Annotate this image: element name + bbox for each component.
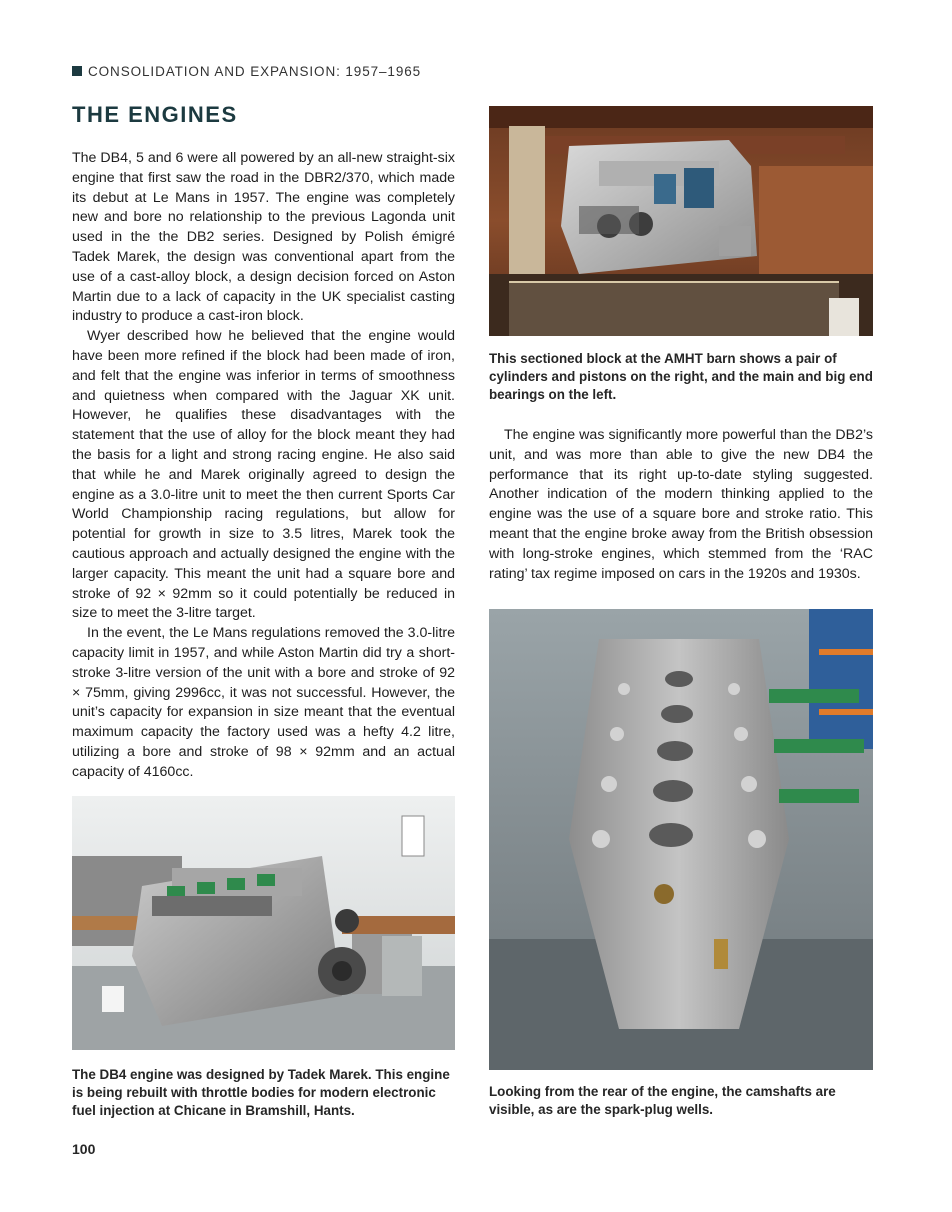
caption-workshop-engine: The DB4 engine was designed by Tadek Marek. This engine is being rebuilt with throttle bodies for modern electronic fuel injection at Chicane in Bramshill, Hants. bbox=[72, 1067, 450, 1118]
paragraph: Wyer described how he believed that the engine would have been more refined if the block had been made of iron, and felt that the engine was inferior in terms of smoothness and quietness when compared with the Jaguar XK unit. However, he qualifies these disadvantages with the statement that the use of alloy for the block meant they had the basis for a light and strong racing engine. He also said that while he and Marek originally agreed to design the engine as a 3.0-litre unit to meet the then current Sports Car World Championship racing regulations, but allow for potential for growth in size to 3.5 litres, Marek took the cautious approach and actually designed the engine with the larger capacity. This meant the unit had a square bore and stroke of 92 × 92mm so it could potentially be reduced in size to meet the 3-litre target. bbox=[72, 328, 455, 622]
photo-workshop-engine bbox=[72, 796, 455, 1050]
photo-sectioned-block bbox=[489, 106, 873, 336]
left-column-text bbox=[72, 149, 455, 783]
section-title: THE ENGINES bbox=[72, 102, 238, 127]
paragraph: The engine was significantly more powerful than the DB2’s unit, and was more than able to give the new DB4 the performance that its right up-to-date styling suggested. Another indication of the modern thinking applied to the engine was the use of a square bore and stroke ratio. This meant that the engine broke away from the British obsession with long-stroke engines, which stemmed from the ‘RAC rating’ tax regime imposed on cars in the 1920s and 1930s. bbox=[489, 427, 873, 582]
paragraph: The DB4, 5 and 6 were all powered by an all-new straight-six engine that first saw the road in the DBR2/370, which made its debut at Le Mans in 1957. The engine was completely new and bore no relationship to the previous Lagonda unit used in the the DB2 series. Designed by Polish émigré Tadek Marek, the design was conventional apart from the use of a cast-alloy block, a design decision forced on Aston Martin due to a lack of capacity in the UK specialist casting industry to produce a cast-iron block. bbox=[72, 150, 455, 325]
caption-sectioned-block: This sectioned block at the AMHT barn shows a pair of cylinders and pistons on the right, and the main and big end bearings on the left. bbox=[489, 351, 873, 402]
running-title: CONSOLIDATION AND EXPANSION: 1957–1965 bbox=[88, 63, 422, 79]
header-square-icon bbox=[72, 66, 82, 76]
paragraph: In the event, the Le Mans regulations removed the 3.0-litre capacity limit in 1957, and while Aston Martin did try a short-stroke 3-litre version of the unit with a bore and stroke of 92 × 75mm, giving 2996cc, it was not successful. However, the unit’s capacity for expansion in size meant that the eventual maximum capacity the factory used was a hefty 4.2 litre, utilizing a bore and stroke of 98 × 92mm and an actual capacity of 4160cc. bbox=[72, 625, 455, 780]
page-number: 100 bbox=[72, 1141, 96, 1157]
photo-rear-view bbox=[489, 609, 873, 1070]
caption-rear-view: Looking from the rear of the engine, the camshafts are visible, as are the spark-plug wells. bbox=[489, 1084, 836, 1117]
right-column-text bbox=[489, 426, 873, 584]
running-header bbox=[72, 62, 421, 80]
